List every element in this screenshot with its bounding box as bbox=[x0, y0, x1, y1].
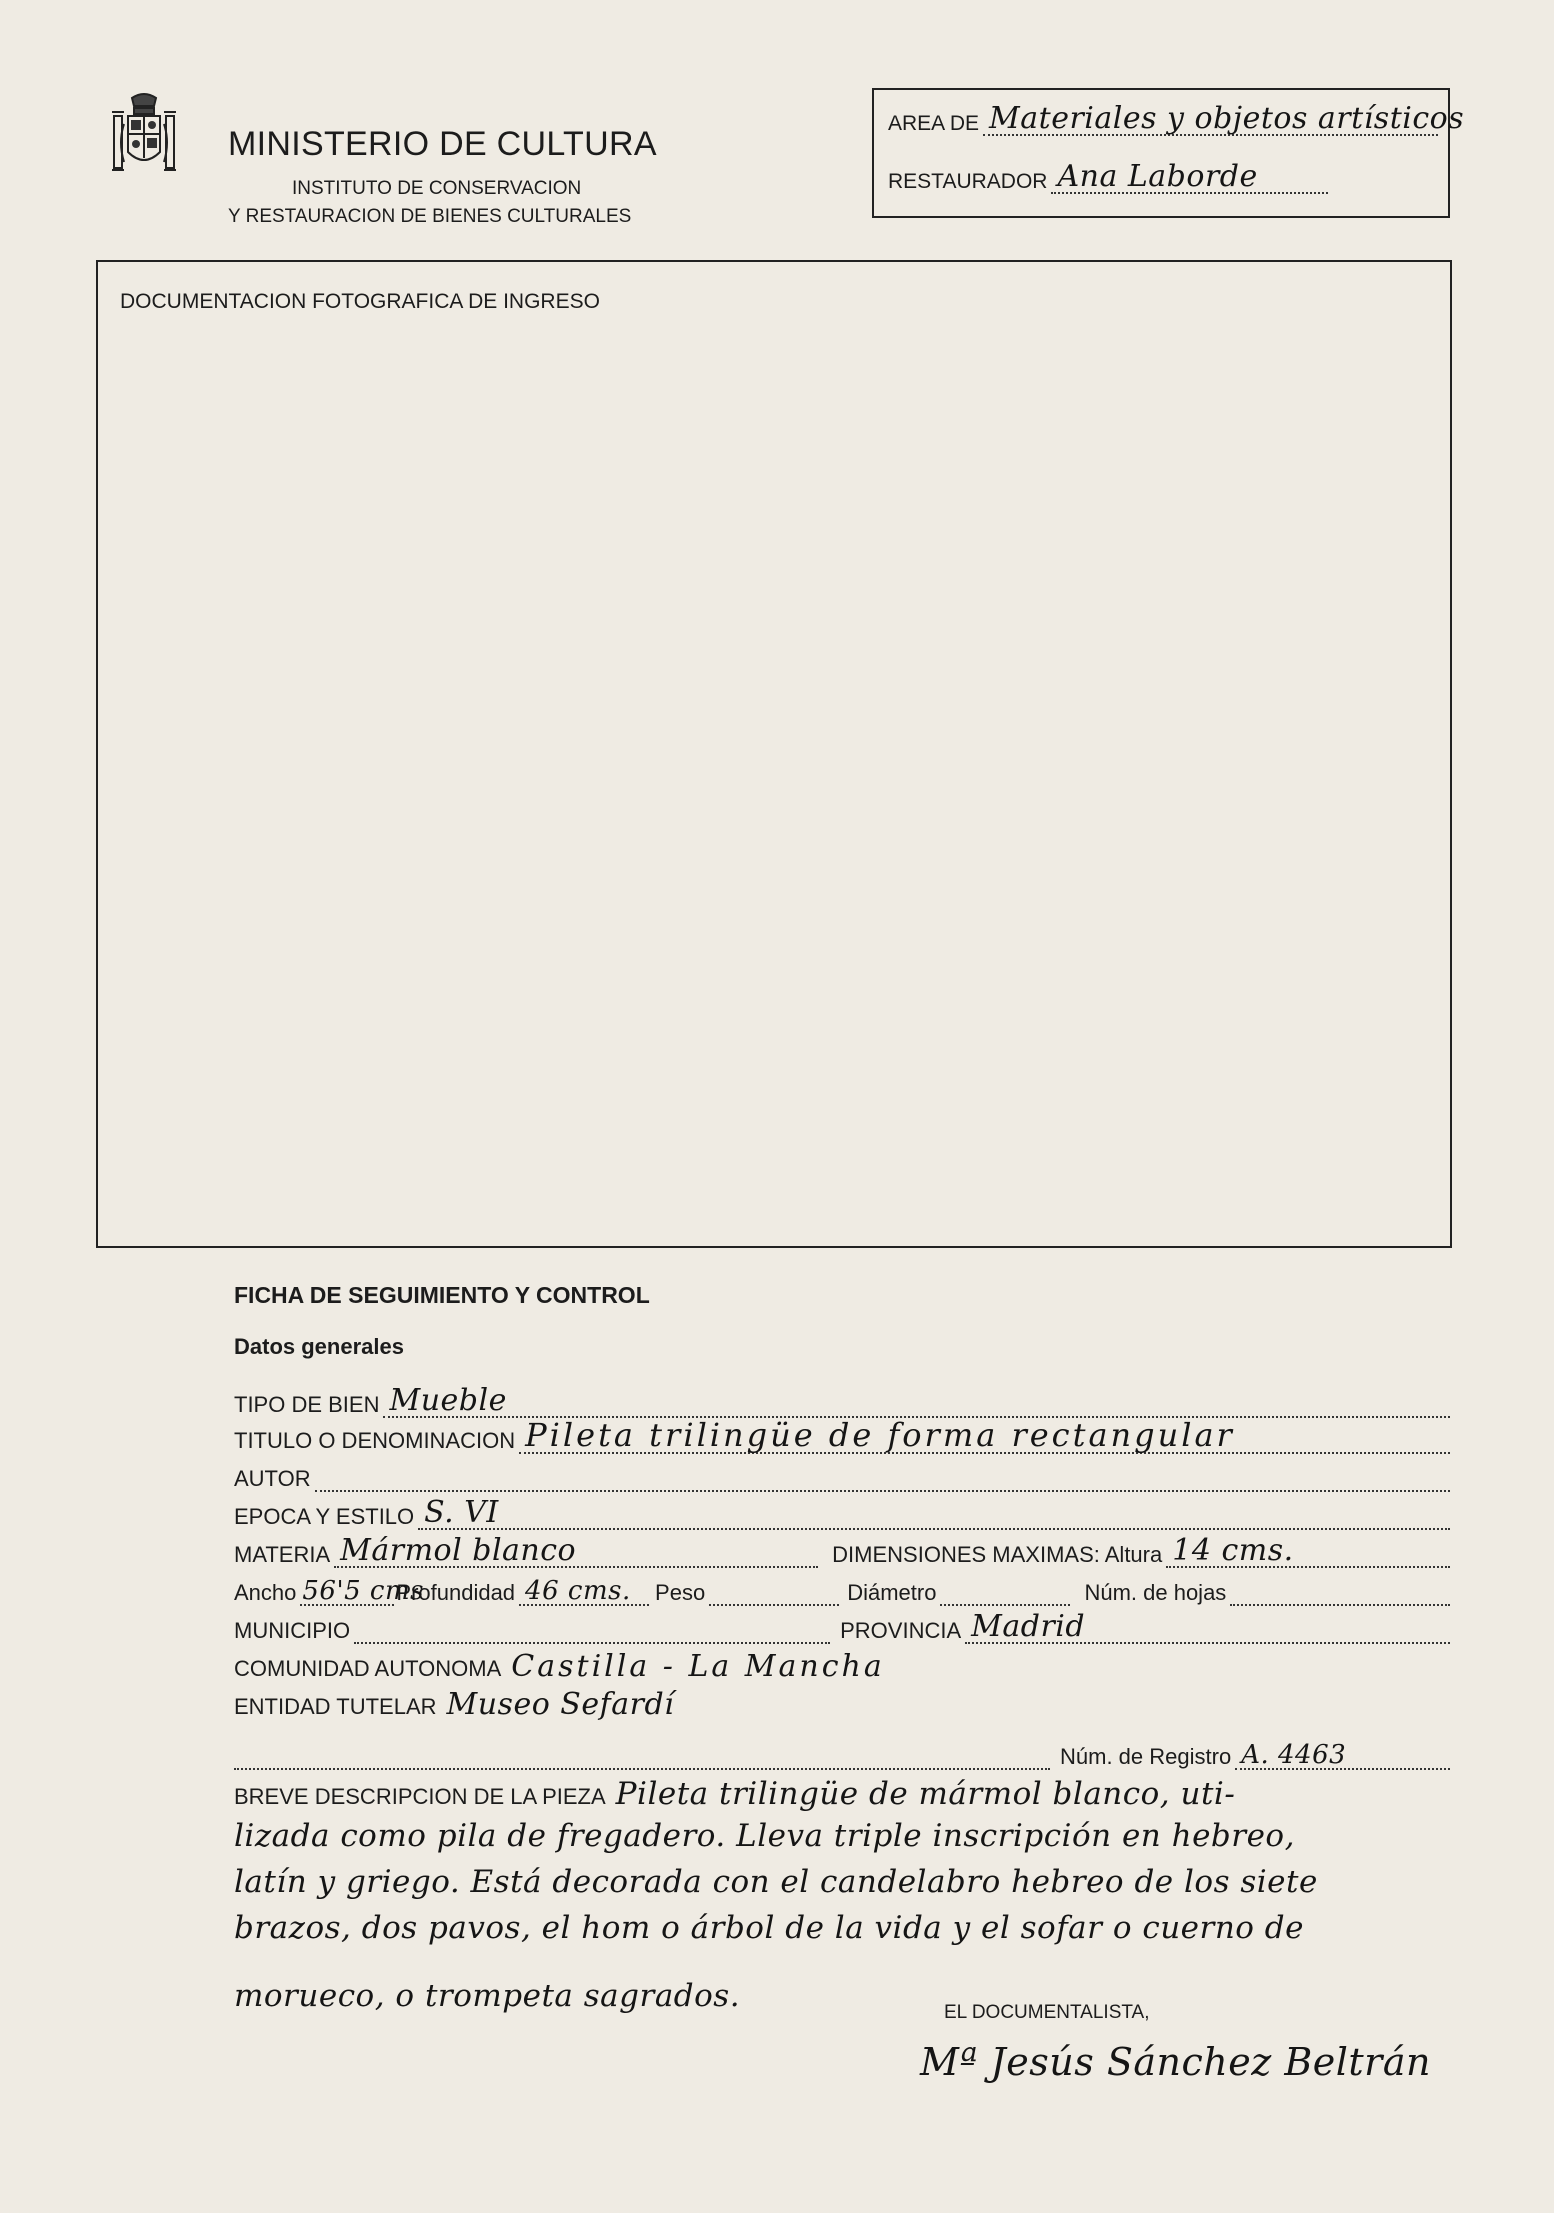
area-field[interactable] bbox=[983, 101, 1465, 136]
descripcion-row bbox=[234, 1770, 1450, 1810]
materia-label: MATERIA bbox=[234, 1542, 331, 1567]
comunidad-label: COMUNIDAD AUTONOMA bbox=[234, 1656, 502, 1681]
municipio-field[interactable] bbox=[354, 1610, 830, 1644]
epoca-row bbox=[234, 1490, 1450, 1530]
area-label: AREA DE bbox=[888, 112, 980, 135]
documentalista-signature: Mª Jesús Sánchez Beltrán bbox=[920, 2040, 1431, 2084]
descripcion-line-2: lizada como pila de fregadero. Lleva triple inscripción en hebreo, bbox=[234, 1818, 1295, 1854]
altura-field[interactable] bbox=[1166, 1534, 1450, 1568]
registro-blank-field[interactable] bbox=[234, 1736, 1050, 1770]
descripcion-label: BREVE DESCRIPCION DE LA PIEZA bbox=[234, 1784, 606, 1809]
ancho-field[interactable] bbox=[300, 1572, 424, 1606]
profundidad-field[interactable] bbox=[519, 1572, 649, 1606]
profundidad-label: Profundidad bbox=[396, 1580, 516, 1605]
epoca-label: EPOCA Y ESTILO bbox=[234, 1504, 415, 1529]
entidad-label: ENTIDAD TUTELAR bbox=[234, 1694, 437, 1719]
restaurador-field[interactable] bbox=[1051, 160, 1328, 194]
provincia-label: PROVINCIA bbox=[840, 1618, 962, 1643]
provincia-value: Madrid bbox=[971, 1609, 1086, 1644]
form-title: FICHA DE SEGUIMIENTO Y CONTROL bbox=[234, 1282, 650, 1308]
comunidad-value: Castilla - La Mancha bbox=[511, 1649, 885, 1684]
descripcion-line-5-row bbox=[234, 1968, 914, 2012]
hojas-label: Núm. de hojas bbox=[1084, 1580, 1227, 1605]
area-value: Materiales y objetos artísticos bbox=[989, 101, 1465, 136]
area-box bbox=[872, 88, 1465, 218]
ministry-title: MINISTERIO DE CULTURA bbox=[228, 125, 657, 163]
titulo-field[interactable] bbox=[519, 1416, 1450, 1454]
titulo-row bbox=[234, 1414, 1450, 1454]
medidas-row bbox=[234, 1566, 1450, 1606]
tipo-label: TIPO DE BIEN bbox=[234, 1392, 380, 1417]
peso-field[interactable] bbox=[709, 1572, 839, 1606]
photo-documentation-box bbox=[96, 260, 1452, 1248]
descripcion-first-line[interactable] bbox=[610, 1778, 1450, 1810]
tipo-value: Mueble bbox=[389, 1383, 507, 1418]
materia-field[interactable] bbox=[334, 1534, 818, 1568]
titulo-value: Pileta trilingüe de forma rectangular bbox=[525, 1416, 1235, 1454]
titulo-label: TITULO O DENOMINACION bbox=[234, 1428, 516, 1453]
registro-row bbox=[234, 1730, 1450, 1770]
institute-line-1: INSTITUTO DE CONSERVACION bbox=[292, 178, 582, 199]
epoca-field[interactable] bbox=[418, 1496, 1450, 1530]
materia-row bbox=[234, 1528, 1450, 1568]
institute-line-2: Y RESTAURACION DE BIENES CULTURALES bbox=[228, 206, 632, 227]
municipio-row bbox=[234, 1604, 1450, 1644]
descripcion-line-4-row bbox=[234, 1900, 1450, 1944]
registro-field[interactable] bbox=[1235, 1736, 1450, 1770]
entidad-value: Museo Sefardí bbox=[446, 1687, 675, 1722]
comunidad-field[interactable] bbox=[505, 1650, 1450, 1682]
epoca-value: S. VI bbox=[424, 1495, 499, 1530]
entidad-row bbox=[234, 1680, 1450, 1720]
peso-label: Peso bbox=[655, 1580, 706, 1605]
documentalista-label: EL DOCUMENTALISTA, bbox=[944, 2002, 1150, 2023]
restaurador-value: Ana Laborde bbox=[1057, 159, 1258, 194]
ancho-label: Ancho bbox=[234, 1580, 297, 1605]
descripcion-line-2-row bbox=[234, 1808, 1450, 1852]
photo-section-title: DOCUMENTACION FOTOGRAFICA DE INGRESO bbox=[120, 290, 600, 313]
descripcion-line-4: brazos, dos pavos, el hom o árbol de la vida y el sofar o cuerno de bbox=[234, 1910, 1305, 1946]
coat-of-arms-icon bbox=[110, 92, 178, 182]
diametro-field[interactable] bbox=[940, 1572, 1070, 1606]
descripcion-line-5: morueco, o trompeta sagrados. bbox=[234, 1978, 741, 2014]
hojas-field[interactable] bbox=[1230, 1572, 1450, 1606]
registro-label: Núm. de Registro bbox=[1060, 1744, 1232, 1769]
descripcion-line-1: Pileta trilingüe de mármol blanco, uti- bbox=[615, 1776, 1236, 1812]
tipo-row bbox=[234, 1378, 1450, 1418]
dimensiones-label: DIMENSIONES MAXIMAS: Altura bbox=[832, 1542, 1163, 1567]
comunidad-row bbox=[234, 1642, 1450, 1682]
autor-row bbox=[234, 1452, 1450, 1492]
autor-label: AUTOR bbox=[234, 1466, 311, 1491]
municipio-label: MUNICIPIO bbox=[234, 1618, 351, 1643]
tipo-field[interactable] bbox=[383, 1384, 1450, 1418]
descripcion-line-3: latín y griego. Está decorada con el candelabro hebreo de los siete bbox=[234, 1864, 1318, 1900]
provincia-field[interactable] bbox=[965, 1610, 1450, 1644]
descripcion-line-3-row bbox=[234, 1854, 1450, 1898]
form-subtitle: Datos generales bbox=[234, 1334, 404, 1359]
ancho-value: 56'5 cms bbox=[302, 1576, 424, 1606]
materia-value: Mármol blanco bbox=[340, 1533, 577, 1568]
altura-value: 14 cms. bbox=[1172, 1533, 1294, 1568]
registro-value: A. 4463 bbox=[1241, 1740, 1347, 1770]
profundidad-value: 46 cms. bbox=[525, 1576, 631, 1606]
autor-field[interactable] bbox=[315, 1458, 1450, 1492]
entidad-field[interactable] bbox=[441, 1688, 1450, 1720]
diametro-label: Diámetro bbox=[847, 1580, 937, 1605]
restaurador-label: RESTAURADOR bbox=[888, 170, 1048, 193]
